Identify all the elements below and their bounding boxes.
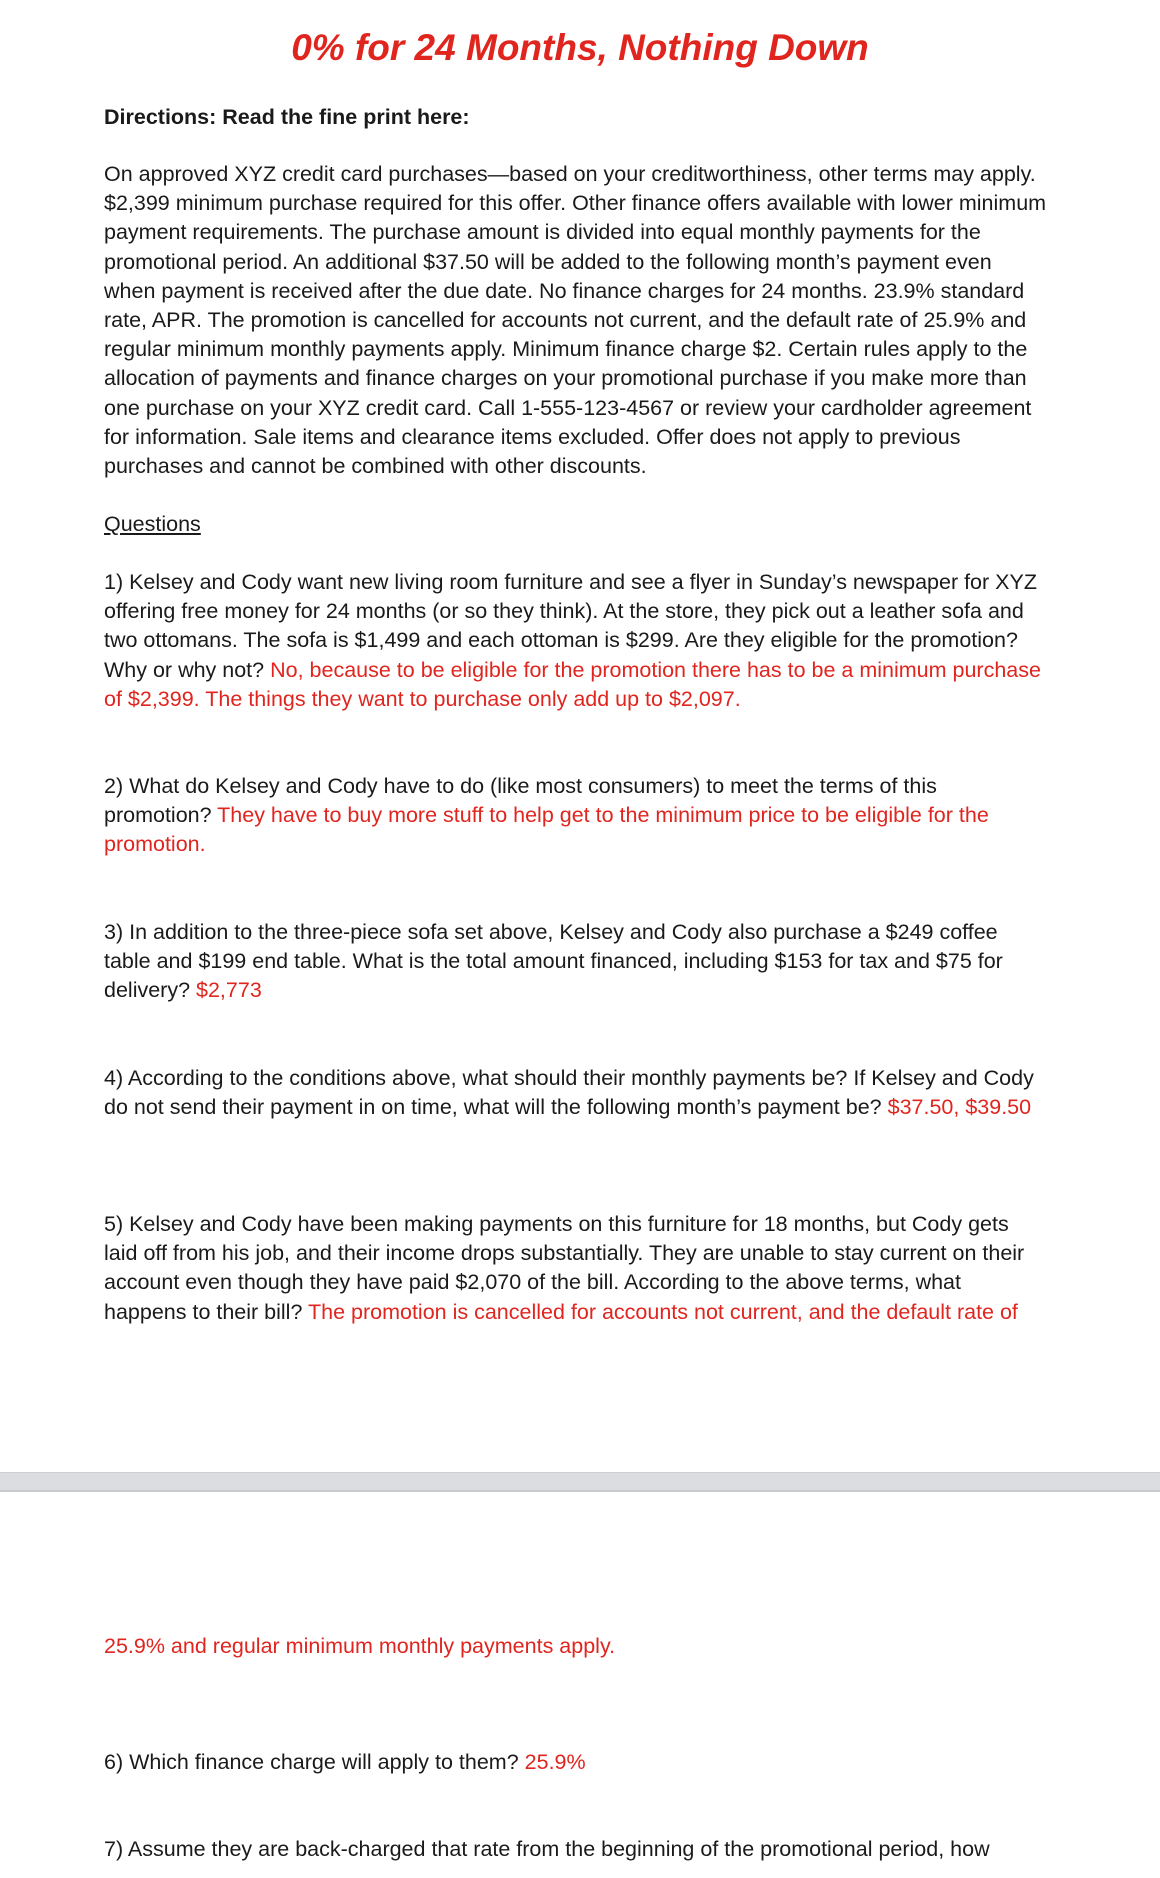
question-1-answer: No, because to be eligible for the promotion there has to be a minimum purchase of $2,399. The things they want to purchase only add up to $2,097. — [104, 657, 1041, 711]
question-7-text: 7) Assume they are back-charged that rate from the beginning of the promotional period, how — [104, 1837, 990, 1861]
question-3-answer: $2,773 — [196, 978, 262, 1003]
question-1 — [104, 568, 1048, 714]
fine-print-paragraph: On approved XYZ credit card purchases—based on your creditworthiness, other terms may apply. $2,399 minimum purchase required for this offer. Other finance offers available with lower minimum payment requirements. The purchase amount is divided into equal monthly payments for the promotional period. An additional $37.50 will be added to the following month’s payment even when payment is received after the due date. No finance charges for 24 months. 23.9% standard rate, APR. The promotion is cancelled for accounts not current, and the default rate of 25.9% and regular minimum monthly payments apply. Minimum finance charge $2. Certain rules apply to the allocation of payments and finance charges on your promotional purchase if you make more than one purchase on your XYZ credit card. Call 1-555-123-4567 or review your cardholder agreement for information. Sale items and clearance items excluded. Offer does not apply to previous purchases and cannot be combined with other discounts. — [104, 162, 1047, 479]
question-6-answer: 25.9% — [524, 1750, 586, 1774]
question-5-answer-continued-text: 25.9% and regular minimum monthly payments apply. — [104, 1634, 616, 1658]
question-1-text: 1) Kelsey and Cody want new living room furniture and see a flyer in Sunday’s newspaper for XYZ offering free money for 24 months (or so they think). At the store, they pick out a leather sofa and two ottomans. The sofa is $1,499 and each ottoman is $299. Are they eligible for the promotion? Why or why not? — [104, 570, 1037, 682]
question-5-answer-continued — [104, 1632, 1048, 1661]
page-title: 0% for 24 Months, Nothing Down — [291, 27, 869, 68]
directions-label: Directions: Read the fine print here: — [104, 105, 470, 129]
question-3 — [104, 918, 1048, 1006]
questions-heading: Questions — [104, 512, 201, 536]
question-5 — [104, 1210, 1048, 1327]
question-7 — [104, 1835, 1048, 1864]
page-break-divider — [0, 1472, 1160, 1492]
question-5-text: 5) Kelsey and Cody have been making payments on this furniture for 18 months, but Cody gets laid off from his job, and their income drops substantially. They are unable to stay current on their account even though they have paid $2,070 of the bill. According to the above terms, what happens to their bill? — [104, 1212, 1025, 1324]
question-4-answer: $37.50, $39.50 — [887, 1095, 1032, 1120]
question-5-answer: The promotion is cancelled for accounts not current, and the default rate of — [308, 1299, 1018, 1324]
question-6-text: 6) Which finance charge will apply to them? — [104, 1750, 525, 1774]
document-page-2 — [0, 1492, 1160, 1878]
question-6 — [104, 1748, 1048, 1777]
question-2 — [104, 772, 1048, 860]
question-3-text: 3) In addition to the three-piece sofa set above, Kelsey and Cody also purchase a $249 coffee table and $199 end table. What is the total amount financed, including $153 for tax and $75 for delivery? — [104, 920, 1003, 1003]
question-2-text: 2) What do Kelsey and Cody have to do (like most consumers) to meet the terms of this promotion? — [104, 774, 937, 828]
question-4 — [104, 1064, 1048, 1122]
question-4-text: 4) According to the conditions above, what should their monthly payments be? If Kelsey and Cody do not send their payment in on time, what will the following month’s payment be? — [104, 1066, 1034, 1120]
question-2-answer: They have to buy more stuff to help get to the minimum price to be eligible for the promotion. — [104, 803, 989, 857]
